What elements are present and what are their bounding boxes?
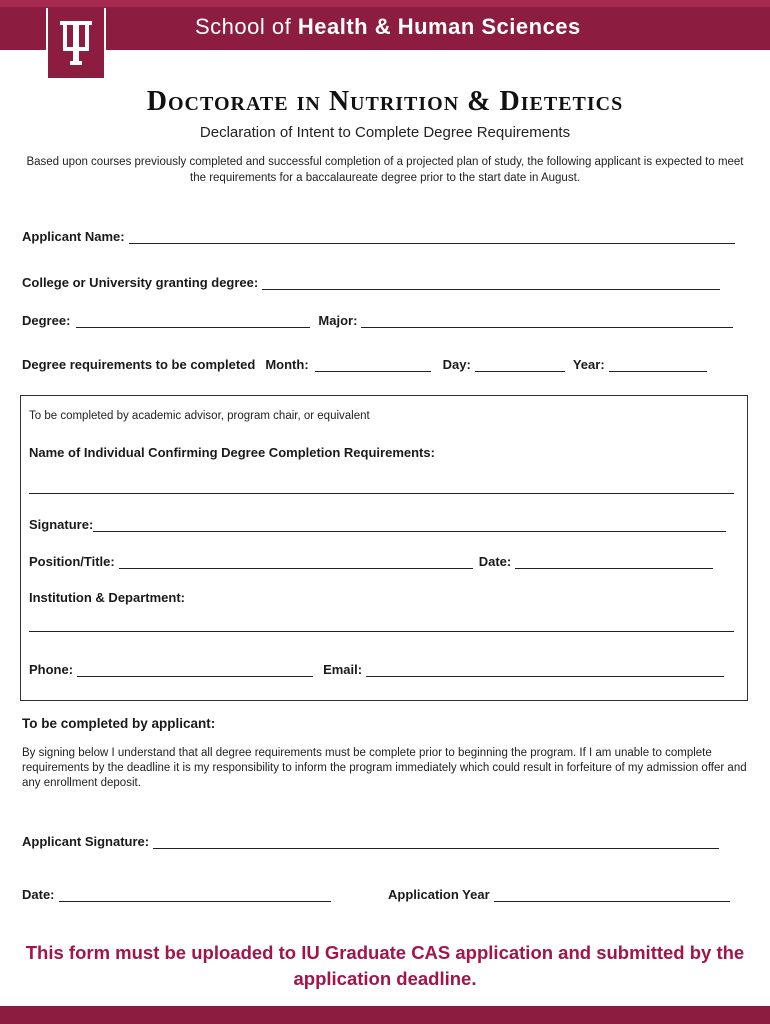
applicant-date-row xyxy=(22,887,331,902)
requirements-label: Degree requirements to be completed xyxy=(22,357,256,372)
applicant-name-label: Applicant Name: xyxy=(22,229,125,244)
advisor-note: To be completed by academic advisor, program chair, or equivalent xyxy=(29,410,370,422)
advisor-signature-label: Signature: xyxy=(29,517,94,532)
degree-field[interactable] xyxy=(76,316,310,328)
footer-band xyxy=(0,1006,770,1024)
advisor-date-field[interactable] xyxy=(515,557,713,569)
college-row xyxy=(22,275,720,290)
institution-field[interactable] xyxy=(29,620,734,632)
confirming-name-row xyxy=(29,482,734,494)
advisor-section xyxy=(20,395,748,701)
application-year-label: Application Year xyxy=(388,887,490,902)
applicant-date-label: Date: xyxy=(22,887,55,902)
advisor-signature-row xyxy=(29,517,726,532)
day-field[interactable] xyxy=(475,360,565,372)
applicant-date-field[interactable] xyxy=(59,890,331,902)
year-field[interactable] xyxy=(609,360,707,372)
position-label: Position/Title: xyxy=(29,554,115,569)
institution-label: Institution & Department: xyxy=(29,590,185,605)
degree-label: Degree: xyxy=(22,313,71,328)
month-label: Month: xyxy=(265,357,309,372)
confirming-name-field[interactable] xyxy=(29,482,734,494)
phone-field[interactable] xyxy=(77,665,313,677)
applicant-name-row xyxy=(22,229,735,244)
iu-trident-icon xyxy=(46,8,106,80)
confirming-name-label: Name of Individual Confirming Degree Completion Requirements: xyxy=(29,445,435,460)
upload-notice: This form must be uploaded to IU Graduate CAS application and submitted by the application deadline. xyxy=(25,942,745,989)
day-label: Day: xyxy=(442,357,471,372)
applicant-agreement-text: By signing below I understand that all degree requirements must be complete prior to beginning the program. If I am unable to complete requirements by the deadline it is my responsibility to inform the program immediately which could result in forfeiture of my admission offer and any enrollment deposit. xyxy=(22,747,747,789)
advisor-date-label: Date: xyxy=(478,554,512,569)
applicant-name-field[interactable] xyxy=(129,232,735,244)
application-year-field[interactable] xyxy=(494,890,730,902)
email-label: Email: xyxy=(323,662,363,677)
year-label: Year: xyxy=(572,357,605,372)
requirements-row xyxy=(22,357,707,372)
application-year-row xyxy=(388,887,730,902)
degree-row xyxy=(22,313,733,328)
major-label: Major: xyxy=(318,313,358,328)
school-title: School of Health & Human Sciences xyxy=(195,14,581,39)
institution-row xyxy=(29,620,734,632)
college-label: College or University granting degree: xyxy=(22,275,259,290)
header-band-accent xyxy=(0,0,770,7)
applicant-heading: To be completed by applicant: xyxy=(22,716,216,731)
position-row xyxy=(29,554,713,569)
applicant-signature-row xyxy=(22,834,719,849)
position-field[interactable] xyxy=(119,557,473,569)
email-field[interactable] xyxy=(366,665,724,677)
institution-label-row xyxy=(29,590,185,605)
contact-row xyxy=(29,662,724,677)
major-field[interactable] xyxy=(361,316,733,328)
applicant-signature-label: Applicant Signature: xyxy=(22,834,150,849)
advisor-signature-field[interactable] xyxy=(93,520,726,532)
applicant-signature-field[interactable] xyxy=(153,837,719,849)
phone-label: Phone: xyxy=(29,662,74,677)
page-subtitle: Declaration of Intent to Complete Degree Requirements xyxy=(199,124,571,141)
month-field[interactable] xyxy=(315,360,431,372)
page-title: Doctorate in Nutrition & Dietetics xyxy=(146,86,624,117)
college-field[interactable] xyxy=(262,278,720,290)
intro-text: Based upon courses previously completed and successful completion of a projected plan of study, the following applicant is expected to meet the requirements for a baccalaureate degree prior to the start date in August. xyxy=(26,156,744,184)
